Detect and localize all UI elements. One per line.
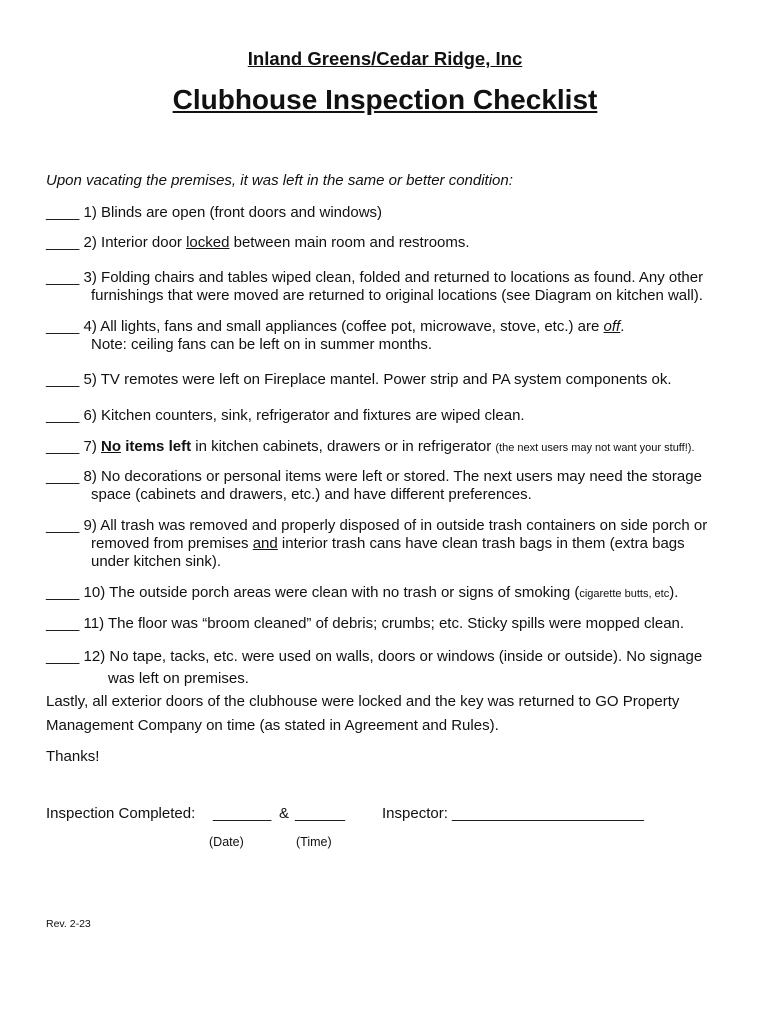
checklist-item-5	[46, 371, 672, 389]
item-3-line-2: furnishings that were moved are returned to original locations (see Diagram on kitchen wall).	[91, 287, 703, 304]
item-10-text-pre: ____ 10) The outside porch areas were clean with no trash or signs of smoking (	[46, 584, 580, 601]
checklist-item-3	[46, 269, 703, 305]
item-4-emphasis: off	[603, 318, 621, 335]
checklist-item-8	[46, 468, 702, 504]
item-4-note: Note: ceiling fans can be left on in summer months.	[91, 336, 433, 353]
intro-text: Upon vacating the premises, it was left in the same or better condition:	[46, 172, 513, 189]
closing-paragraph	[46, 690, 679, 738]
item-2-emphasis: locked	[186, 234, 230, 251]
item-7-note: (the next users may not want your stuff!).	[495, 442, 695, 454]
item-3-line-1: ____ 3) Folding chairs and tables wiped clean, folded and returned to locations as found. Any other	[46, 269, 704, 286]
item-8-line-2: space (cabinets and drawers, etc.) and have different preferences.	[91, 486, 532, 503]
item-11-text: ____ 11) The floor was “broom cleaned” of debris; crumbs; etc. Sticky spills were mopped clean.	[46, 615, 685, 632]
item-6-text: ____ 6) Kitchen counters, sink, refrigerator and fixtures are wiped clean.	[46, 407, 525, 424]
item-10-note: cigarette butts, etc	[579, 588, 670, 600]
checklist-item-11	[46, 615, 684, 633]
item-1-text: ____ 1) Blinds are open (front doors and windows)	[46, 204, 383, 221]
time-caption: (Time)	[296, 835, 332, 849]
revision-label: Rev. 2-23	[46, 918, 91, 930]
item-4-text-pre: ____ 4) All lights, fans and small appliances (coffee pot, microwave, stove, etc.) are	[46, 318, 604, 335]
item-2-text-post: between main room and restrooms.	[229, 234, 470, 251]
item-7-text-post: in kitchen cabinets, drawers or in refrigerator	[191, 438, 496, 455]
date-caption: (Date)	[209, 835, 244, 849]
date-blank: _______	[213, 805, 272, 822]
time-blank: ______	[295, 805, 346, 822]
item-7-bold: items left	[121, 438, 192, 455]
checklist-item-1	[46, 204, 382, 222]
item-9-line-2-pre: removed from premises	[91, 535, 253, 552]
inspector-field: Inspector: _______________________	[382, 805, 644, 822]
item-8-line-1: ____ 8) No decorations or personal items were left or stored. The next users may need the storage	[46, 468, 702, 485]
item-12-line-1: ____ 12) No tape, tacks, etc. were used on walls, doors or windows (inside or outside). No signage	[46, 648, 703, 665]
thanks-text: Thanks!	[46, 748, 100, 765]
item-9-line-3: under kitchen sink).	[91, 553, 222, 570]
checklist-item-2	[46, 234, 470, 252]
page-title: Clubhouse Inspection Checklist	[172, 84, 598, 115]
item-7-text-pre: ____ 7)	[46, 438, 102, 455]
closing-line-1: Lastly, all exterior doors of the clubhouse were locked and the key was returned to GO Property	[46, 693, 680, 710]
item-9-emphasis: and	[252, 535, 278, 552]
item-2-text-pre: ____ 2) Interior door	[46, 234, 187, 251]
closing-line-2: Management Company on time (as stated in Agreement and Rules).	[46, 717, 499, 734]
item-12-line-2: was left on premises.	[108, 670, 249, 687]
item-7-no: No	[101, 438, 122, 455]
item-4-text-post: .	[620, 318, 625, 335]
inspection-completed-label: Inspection Completed:	[46, 805, 196, 822]
checklist-item-9	[46, 517, 707, 571]
organization-name: Inland Greens/Cedar Ridge, Inc	[247, 48, 523, 69]
checklist-item-4	[46, 318, 624, 354]
item-10-text-post: ).	[669, 584, 679, 601]
item-9-line-2	[46, 535, 707, 553]
item-5-text: ____ 5) TV remotes were left on Fireplace mantel. Power strip and PA system components ok.	[46, 371, 672, 388]
checklist-item-6	[46, 407, 525, 425]
checklist-item-10	[46, 584, 678, 603]
item-9-line-2-post: interior trash cans have clean trash bags in them (extra bags	[277, 535, 685, 552]
checklist-item-7	[46, 438, 695, 457]
ampersand: &	[279, 805, 290, 822]
checklist-item-12	[46, 646, 702, 690]
item-9-line-1: ____ 9) All trash was removed and properly disposed of in outside trash containers on side porch or	[46, 517, 708, 534]
